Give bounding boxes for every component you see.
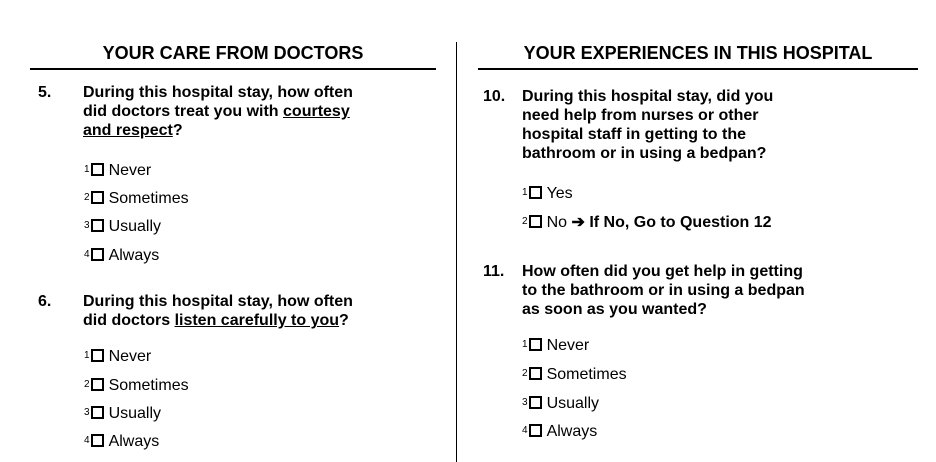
question-line: hospital staff in getting to the — [522, 126, 746, 143]
section-rule-left — [30, 68, 436, 70]
checkbox[interactable] — [529, 367, 542, 380]
checkbox[interactable] — [529, 396, 542, 409]
checkbox[interactable] — [529, 186, 542, 199]
checkbox[interactable] — [91, 349, 104, 362]
section-rule-right — [478, 68, 918, 70]
q10-option-no[interactable]: $^2$ No ➔ If No, Go to Question 12 — [522, 214, 772, 231]
section-heading-doctors: YOUR CARE FROM DOCTORS — [102, 43, 364, 63]
q6-option-usually[interactable]: $^3$ Usually — [84, 405, 162, 422]
q6-option-never[interactable]: $^1$ Never — [84, 348, 152, 365]
q6-option-always[interactable]: $^4$ Always — [84, 433, 160, 450]
question-number: 11. — [483, 263, 505, 280]
skip-arrow-icon: ➔ — [571, 214, 585, 231]
checkbox[interactable] — [91, 248, 104, 261]
checkbox[interactable] — [529, 424, 542, 437]
section-heading-experiences: YOUR EXPERIENCES IN THIS HOSPITAL — [523, 43, 873, 63]
question-line: to the bathroom or in using a bedpan — [522, 282, 805, 299]
column-divider — [456, 42, 457, 462]
question-line: During this hospital stay, did you — [522, 88, 774, 105]
checkbox[interactable] — [529, 338, 542, 351]
checkbox[interactable] — [91, 191, 104, 204]
question-line: and respect? — [83, 122, 183, 139]
question-line: did doctors treat you with courtesy — [83, 103, 350, 120]
question-line: need help from nurses or other — [522, 107, 759, 124]
q5-option-usually[interactable]: $^3$ Usually — [84, 218, 162, 235]
skip-instruction: If No, Go to Question 12 — [589, 214, 772, 231]
q6-option-sometimes[interactable]: $^2$ Sometimes — [84, 377, 189, 394]
q11-option-sometimes[interactable]: $^2$ Sometimes — [522, 366, 627, 383]
question-line: bathroom or in using a bedpan? — [522, 145, 767, 162]
q11-option-never[interactable]: $^1$ Never — [522, 337, 590, 354]
q11-option-usually[interactable]: $^3$ Usually — [522, 395, 600, 412]
question-number: 10. — [483, 88, 506, 105]
checkbox[interactable] — [529, 215, 542, 228]
checkbox[interactable] — [91, 378, 104, 391]
checkbox[interactable] — [91, 434, 104, 447]
question-line: During this hospital stay, how often — [83, 293, 353, 310]
question-line: did doctors listen carefully to you? — [83, 312, 349, 329]
checkbox[interactable] — [91, 163, 104, 176]
question-number: 6. — [38, 293, 52, 310]
question-line: During this hospital stay, how often — [83, 84, 353, 101]
question-text — [522, 87, 902, 163]
checkbox[interactable] — [91, 219, 104, 232]
q5-option-sometimes[interactable]: $^2$ Sometimes — [84, 190, 189, 207]
q5-option-never[interactable]: $^1$ Never — [84, 162, 152, 179]
q11-option-always[interactable]: $^4$ Always — [522, 423, 598, 440]
question-text — [83, 83, 443, 140]
question-text — [522, 262, 912, 319]
checkbox[interactable] — [91, 406, 104, 419]
q10-option-yes[interactable]: $^1$ Yes — [522, 185, 573, 202]
question-line: How often did you get help in getting — [522, 263, 803, 280]
q5-option-always[interactable]: $^4$ Always — [84, 247, 160, 264]
question-line: as soon as you wanted? — [522, 301, 707, 318]
question-text — [83, 292, 443, 330]
question-number: 5. — [38, 84, 52, 101]
